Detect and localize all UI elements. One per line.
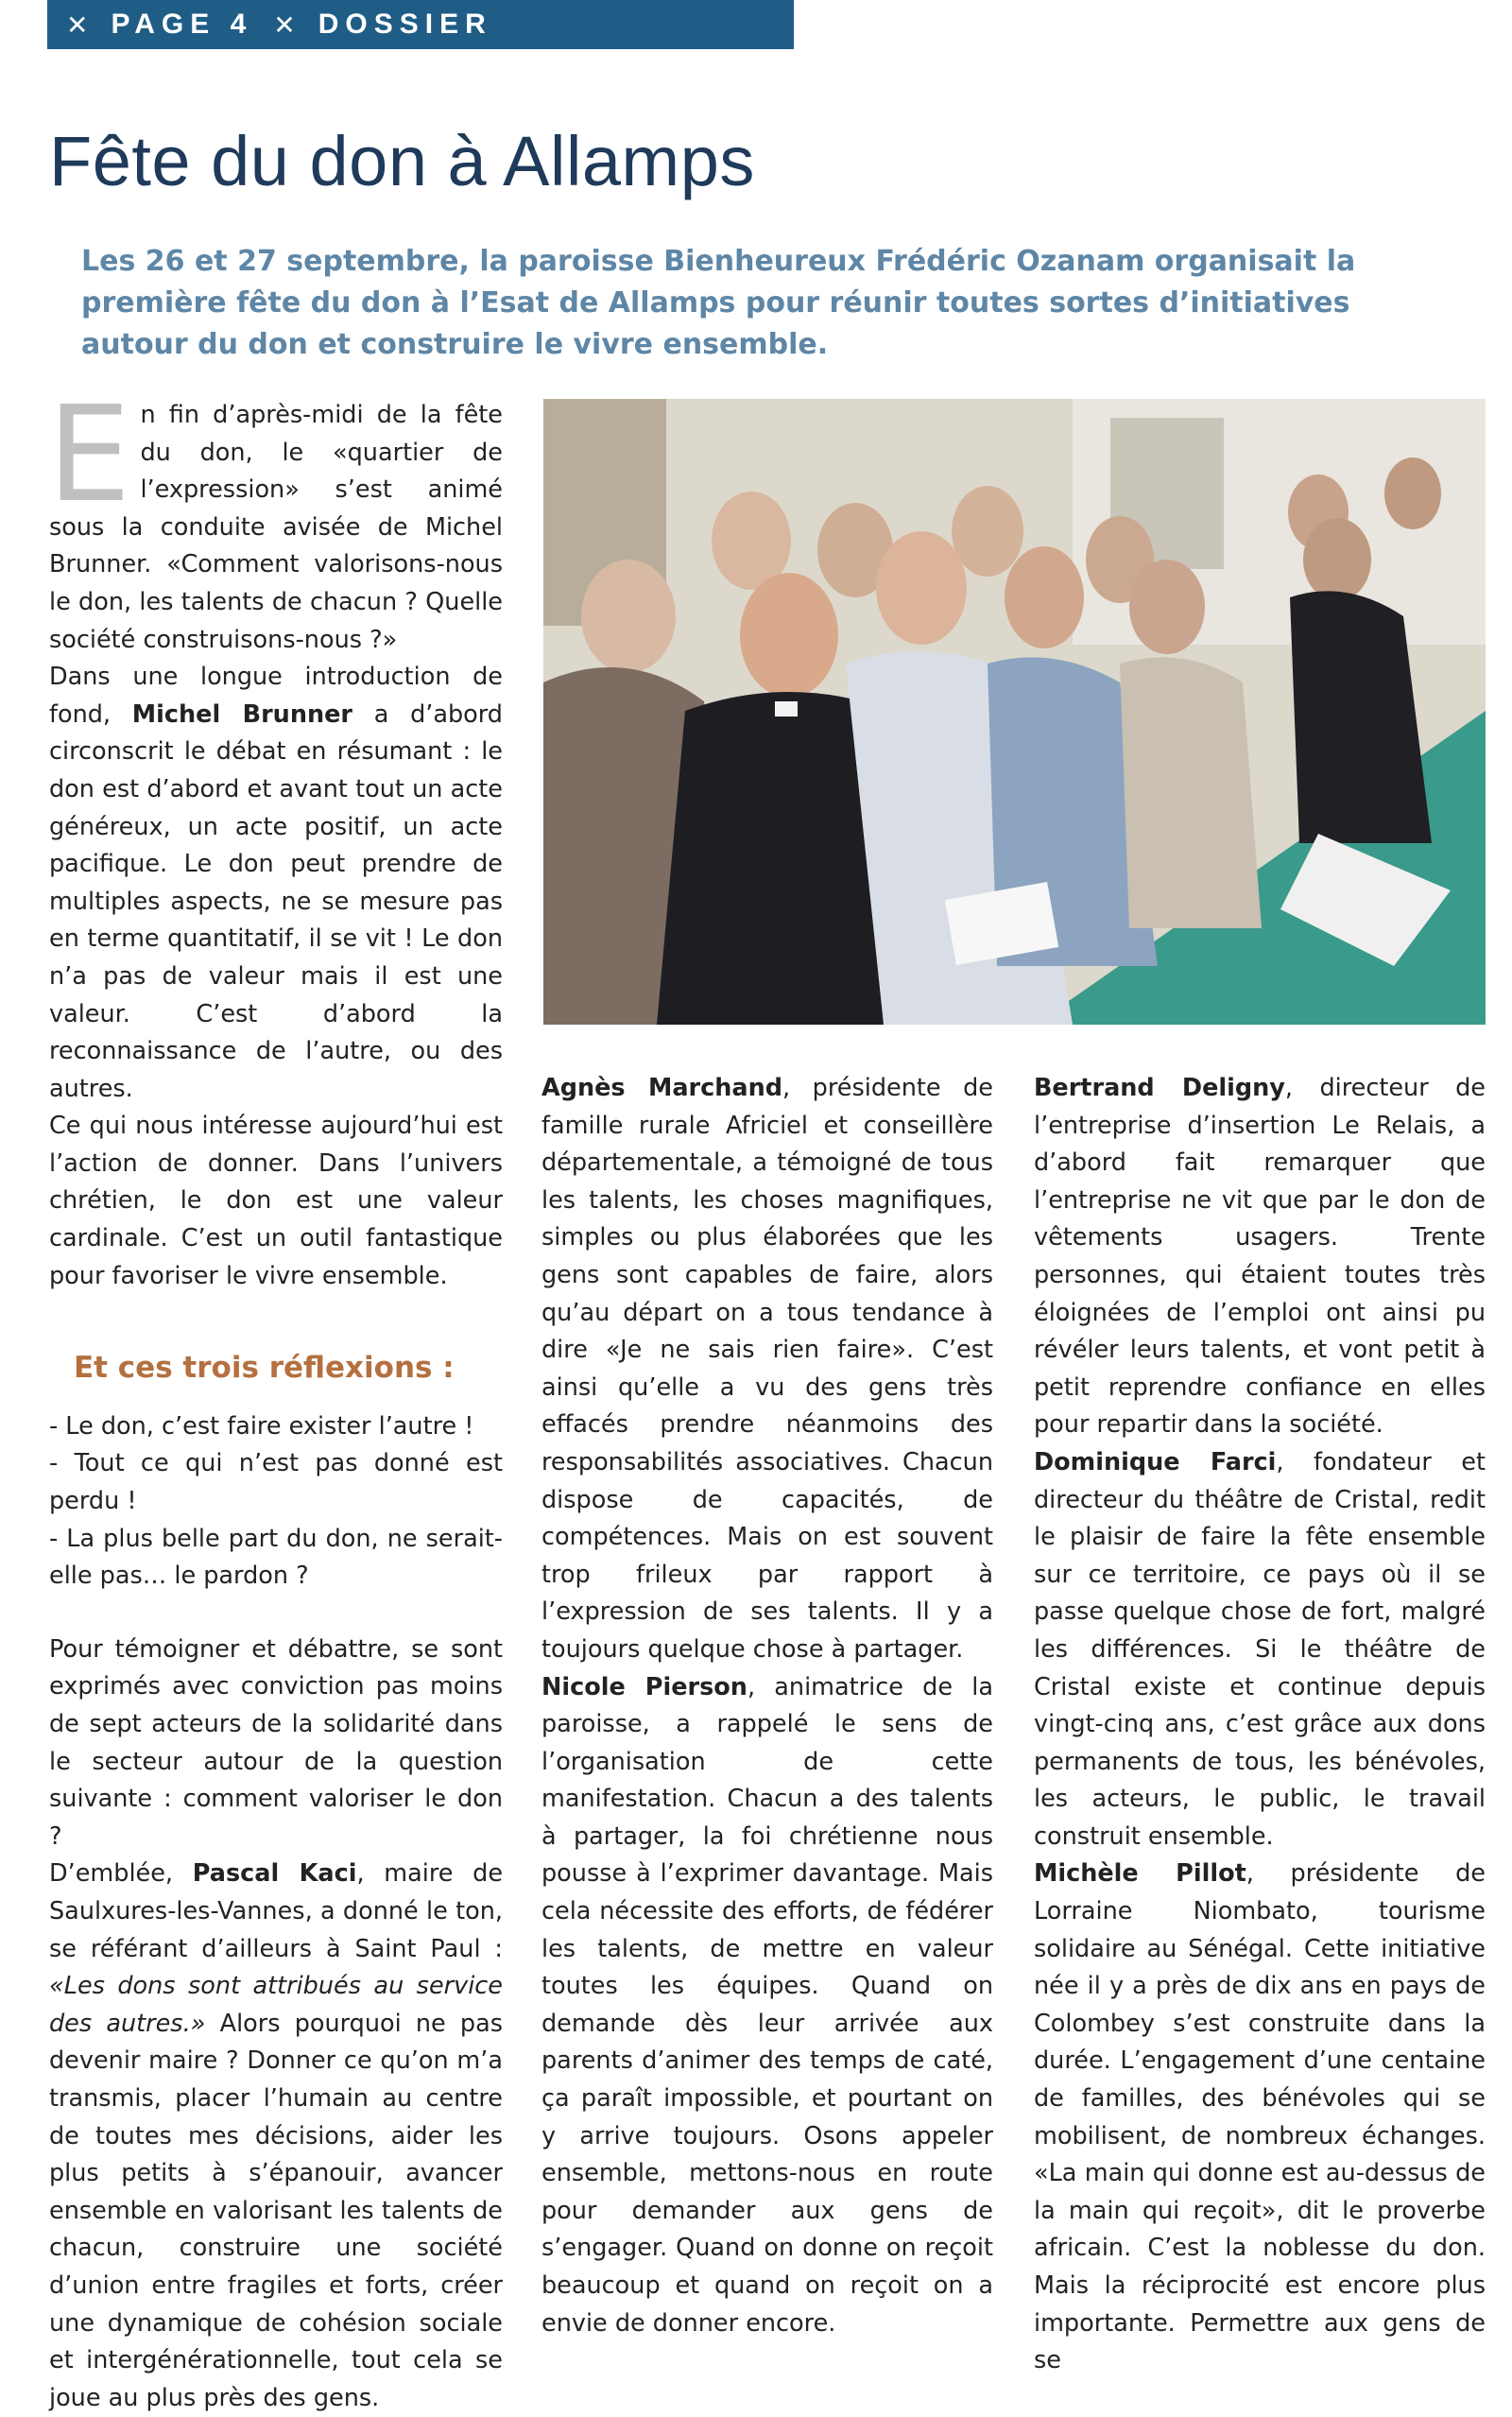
article-title: Fête du don à Allamps — [49, 122, 755, 200]
person-name: Pascal Kaci — [192, 1859, 357, 1889]
paragraph — [541, 1070, 993, 1669]
event-photo — [543, 399, 1486, 1025]
paragraph — [47, 378, 503, 659]
list-item: - Le don, c’est faire exister l’autre ! — [49, 1411, 474, 1441]
paragraph-text: a d’abord circonscrit le débat en résumant : le don est d’abord et avant tout un acte généreux, un acte positif, un acte pacifique. Le don peut prendre de multiples aspects, ne se mesure pas en terme quantitatif, il se vit ! Le don n’a pas de valeur mais il est une valeur. C’est d’abord la reconnaissance de l’autre, ou des autres. — [49, 699, 503, 1103]
paragraph — [1034, 1070, 1486, 1444]
paragraph: Ce qui nous intéresse aujourd’hui est l’action de donner. Dans l’univers chrétien, le don est une valeur cardinale. C’est un outil fantastique pour favoriser le vivre ensemble. — [49, 1112, 503, 1290]
person-name: Dominique Farci — [1034, 1447, 1277, 1476]
paragraph — [49, 1856, 503, 2417]
paragraph — [1034, 1856, 1486, 2379]
text-column-2 — [541, 1070, 993, 2342]
paragraph-text: , maire de Saulxures-les-Vannes, a donné le ton, se référant d’ailleurs à Saint Paul : — [49, 1859, 504, 1963]
list-item: - Tout ce qui n’est pas donné est perdu ! — [49, 1449, 503, 1516]
drop-cap: E — [47, 378, 131, 532]
paragraph-text: Alors pourquoi ne pas devenir maire ? Donner ce qu’on m’a transmis, placer l’humain au centre de toutes mes décisions, aider les plus petits à s’épanouir, avancer ensemble en valorisant les talents de chacun, construire une société d’union entre fragiles et forts, créer une dynamique de cohésion sociale et intergénérationnelle, tout cela se joue au plus près des gens. — [49, 2009, 504, 2412]
photo-illustration — [543, 399, 1486, 1025]
paragraph-text: , directeur de l’entreprise d’insertion Le Relais, a d’abord fait remarquer que l’entreprise ne vit que par le don de vêtements usagers. Trente personnes, qui étaient toutes très éloignées de l’emploi ont ainsi pu révéler leurs talents, et vont petit à petit reprendre confiance en elles pour repartir dans la société. — [1034, 1074, 1486, 1440]
paragraph: Pour témoigner et débattre, se sont exprimés avec conviction pas moins de sept acteurs de la solidarité dans le secteur autour de la question suivante : comment valoriser le don ? — [49, 1634, 503, 1851]
text-column-1 — [47, 378, 504, 2417]
paragraph-text: D’emblée, — [49, 1859, 174, 1889]
article-lead: Les 26 et 27 septembre, la paroisse Bienheureux Frédéric Ozanam organisait la première fête du don à l’Esat de Allamps pour réunir toutes sortes d’initiatives autour du don et construire le vivre ensemble. — [81, 245, 1356, 361]
section-name: DOSSIER — [318, 9, 492, 40]
person-name: Michel Brunner — [131, 699, 353, 729]
paragraph — [541, 1669, 993, 2343]
cross-icon: ✕ — [273, 9, 296, 40]
text-column-3 — [1034, 1070, 1486, 2380]
person-name: Michèle Pillot — [1034, 1859, 1246, 1889]
page-number: PAGE 4 — [111, 9, 253, 40]
section-header-bar — [47, 0, 794, 49]
paragraph-text: , fondateur et directeur du théâtre de Cristal, redit le plaisir de faire la fête ensemble sur ce territoire, ce pays où il se passe quelque chose de fort, malgré les différences. Si le théâtre de Cristal existe et continue depuis vingt-cinq ans, c’est grâce aux dons permanents de tous, les bénévoles, les acteurs, le public, le travail construit ensemble. — [1034, 1447, 1486, 1851]
paragraph-text: Dans une longue introduction de fond, — [49, 663, 503, 729]
cross-icon: ✕ — [66, 9, 89, 40]
paragraph-text: , présidente de Lorraine Niombato, tourisme solidaire au Sénégal. Cette initiative née il y a près de dix ans en pays de Colombey s’est construite dans la durée. L’engagement d’une centaine de familles, des bénévoles qui se mobilisent, de nombreux échanges. «La main qui donne est au-dessus de la main qui reçoit», dit le proverbe africain. C’est la noblesse du don. Mais la réciprocité est encore plus importante. Permettre aux gens de se — [1034, 1859, 1486, 2375]
person-name: Agnès Marchand — [541, 1074, 782, 1102]
paragraph — [1034, 1444, 1486, 1856]
quote: «Les dons sont attribués au service des autres.» — [49, 1972, 503, 2038]
list-item: - La plus belle part du don, ne serait-elle pas… le pardon ? — [49, 1524, 503, 1591]
person-name: Bertrand Deligny — [1034, 1074, 1285, 1102]
person-name: Nicole Pierson — [541, 1672, 747, 1701]
paragraph-text: n fin d’après-midi de la fête du don, le «quartier de l’expression» s’est animé sous la conduite avisée de Michel Brunner. «Comment valorisons-nous le don, les talents de chacun ? Quelle société construisons-nous ?» — [49, 401, 503, 654]
subheading: Et ces trois réflexions : — [74, 1351, 455, 1386]
paragraph — [49, 659, 503, 1108]
paragraph-text: , animatrice de la paroisse, a rappelé le sens de l’organisation de cette manifestation. Chacun a des talents à partager, la foi chrétienne nous pousse à l’exprimer davantage. Mais cela nécessite des efforts, de fédérer les talents, de mettre en valeur toutes les équipes. Quand on demande dès leur arrivée aux parents d’animer des temps de caté, ça paraît impossible, et pourtant on y arrive toujours. Osons appeler ensemble, mettons-nous en route pour demander aux gens de s’engager. Quand on donne on reçoit beaucoup et quand on reçoit on a envie de donner encore. — [541, 1672, 994, 2338]
paragraph-text: , présidente de famille rurale Africiel et conseillère départementale, a témoigné de tous les talents, les choses magnifiques, simples ou plus élaborées que les gens sont capables de faire, alors qu’au départ on a tous tendance à dire «Je ne sais rien faire». C’est ainsi qu’elle a vu des gens très effacés prendre néanmoins des responsabilités associatives. Chacun dispose de capacités, de compétences. Mais on est souvent trop frileux par rapport à l’expression de ses talents. Il y a toujours quelque chose à partager. — [541, 1074, 993, 1664]
